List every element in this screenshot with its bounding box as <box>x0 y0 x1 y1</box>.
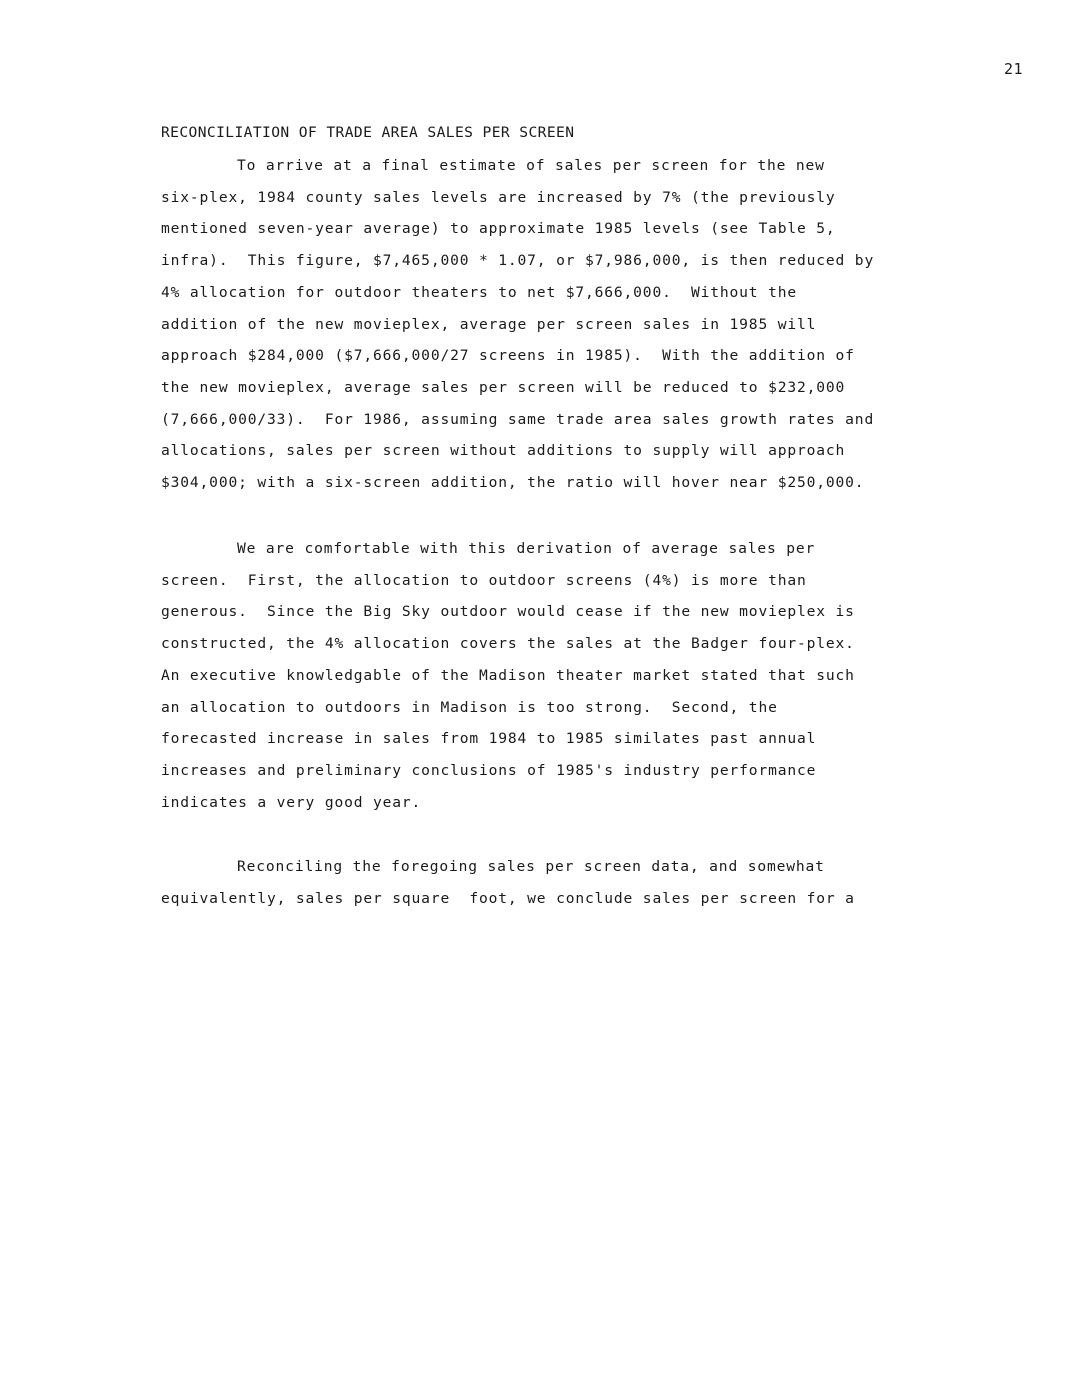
paragraph-line: To arrive at a final estimate of sales per screen for the new <box>237 157 825 174</box>
paragraph-line: 4% allocation for outdoor theaters to net $7,666,000. Without the <box>161 283 797 301</box>
paragraph-line: An executive knowledgable of the Madison theater market stated that such <box>161 666 855 684</box>
paragraph-line: infra). This figure, $7,465,000 * 1.07, or $7,986,000, is then reduced by <box>161 252 875 270</box>
paragraph-reconciliation <box>161 851 855 914</box>
paragraph-line: the new movieplex, average sales per screen will be reduced to $232,000 <box>161 378 846 396</box>
paragraph-line: approach $284,000 ($7,666,000/27 screens in 1985). With the addition of <box>161 347 855 365</box>
section-heading: RECONCILIATION OF TRADE AREA SALES PER SCREEN <box>161 124 575 141</box>
paragraph-line: mentioned seven-year average) to approximate 1985 levels (see Table 5, <box>161 220 836 238</box>
paragraph-line: (7,666,000/33). For 1986, assuming same trade area sales growth rates and <box>161 410 875 428</box>
paragraph-line: screen. First, the allocation to outdoor screens (4%) is more than <box>161 571 807 589</box>
paragraph-line: allocations, sales per screen without additions to supply will approach <box>161 442 846 460</box>
paragraph-line: addition of the new movieplex, average per screen sales in 1985 will <box>161 315 817 333</box>
paragraph-derivation <box>161 533 855 818</box>
paragraph-line: an allocation to outdoors in Madison is too strong. Second, the <box>161 698 778 716</box>
paragraph-line: constructed, the 4% allocation covers the sales at the Badger four-plex. <box>161 635 855 653</box>
paragraph-line: $304,000; with a six-screen addition, the ratio will hover near $250,000. <box>161 474 865 492</box>
paragraph-sales-estimate <box>161 150 874 499</box>
paragraph-line: forecasted increase in sales from 1984 to 1985 similates past annual <box>161 730 817 748</box>
paragraph-line: generous. Since the Big Sky outdoor would cease if the new movieplex is <box>161 603 855 621</box>
page-number: 21 <box>1003 60 1023 78</box>
paragraph-line: indicates a very good year. <box>161 793 422 811</box>
paragraph-line: equivalently, sales per square foot, we conclude sales per screen for a <box>161 889 855 907</box>
paragraph-line: six-plex, 1984 county sales levels are increased by 7% (the previously <box>161 188 836 206</box>
paragraph-line: Reconciling the foregoing sales per screen data, and somewhat <box>237 858 825 875</box>
paragraph-line: We are comfortable with this derivation of average sales per <box>237 540 816 557</box>
paragraph-line: increases and preliminary conclusions of 1985's industry performance <box>161 761 817 779</box>
